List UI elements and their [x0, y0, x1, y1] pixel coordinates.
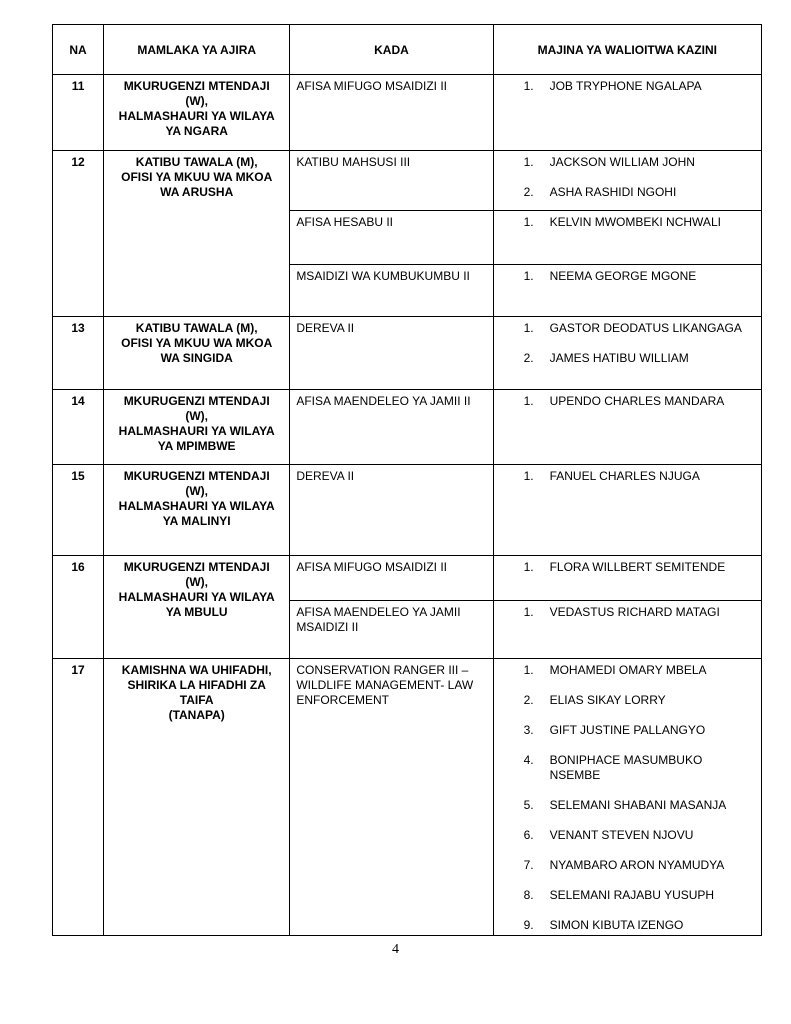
row-number: 12 [53, 150, 104, 316]
appointee-name: JOB TRYPHONE NGALAPA [549, 79, 702, 93]
list-item [494, 605, 755, 620]
appointee-name: FLORA WILLBERT SEMITENDE [549, 559, 726, 574]
list-item-number: 1. [523, 393, 534, 408]
list-item-number: 5. [523, 797, 534, 812]
table-row [53, 658, 762, 935]
appointee-name: JACKSON WILLIAM JOHN [549, 154, 695, 169]
mamlaka-cell [104, 316, 290, 389]
majina-cell [493, 75, 761, 151]
list-item [494, 858, 755, 873]
mamlaka-cell [104, 658, 290, 935]
mamlaka-line: HALMASHAURI YA WILAYA [118, 499, 275, 514]
mamlaka-cell [104, 555, 290, 658]
list-item-number: 1. [523, 662, 534, 677]
row-number: 16 [53, 555, 104, 658]
list-item [494, 798, 755, 813]
appointee-name: ELIAS SIKAY LORRY [549, 692, 666, 707]
appointments-table [52, 24, 762, 936]
kada-cell: CONSERVATION RANGER III – WILDLIFE MANAGEMENT- LAW ENFORCEMENT [290, 658, 493, 935]
list-item-number: 7. [523, 857, 534, 872]
list-item [494, 918, 755, 933]
header-majina: MAJINA YA WALIOITWA KAZINI [493, 25, 761, 75]
list-item-number: 1. [523, 79, 534, 93]
majina-cell [493, 316, 761, 389]
majina-cell [493, 658, 761, 935]
list-item-number: 1. [523, 559, 534, 574]
mamlaka-line: MKURUGENZI MTENDAJI [123, 79, 270, 93]
mamlaka-line: (W), [185, 484, 209, 499]
mamlaka-cell [104, 150, 290, 316]
mamlaka-line: KATIBU TAWALA (M), [135, 154, 258, 169]
kada-cell: DEREVA II [290, 316, 493, 389]
list-item-number: 8. [523, 887, 534, 902]
appointee-name: VEDASTUS RICHARD MATAGI [549, 605, 720, 620]
header-kada: KADA [290, 25, 493, 75]
mamlaka-line: YA MPIMBWE [157, 438, 236, 453]
list-item-number: 1. [523, 605, 534, 620]
mamlaka-line: MKURUGENZI MTENDAJI [123, 393, 270, 408]
row-number: 11 [53, 75, 104, 151]
appointee-name: ASHA RASHIDI NGOHI [549, 184, 677, 199]
list-item [494, 79, 755, 94]
kada-cell: MSAIDIZI WA KUMBUKUMBU II [290, 264, 493, 316]
list-item [494, 321, 755, 336]
list-item [494, 351, 755, 366]
list-item [494, 888, 755, 903]
mamlaka-line: HALMASHAURI YA WILAYA [118, 589, 275, 604]
header-na: NA [53, 25, 104, 75]
mamlaka-line: MKURUGENZI MTENDAJI [123, 469, 270, 484]
table-body [53, 75, 762, 936]
row-number: 15 [53, 465, 104, 556]
appointee-name: UPENDO CHARLES MANDARA [549, 393, 725, 408]
appointee-name: SELEMANI RAJABU YUSUPH [549, 887, 715, 902]
list-item [494, 723, 755, 738]
appointee-name: GIFT JUSTINE PALLANGYO [549, 722, 706, 737]
mamlaka-line: TAIFA [179, 692, 214, 707]
list-item-number: 2. [523, 692, 534, 707]
kada-cell: AFISA MAENDELEO YA JAMII II [290, 389, 493, 465]
list-item-number: 1. [523, 320, 534, 335]
mamlaka-cell [104, 75, 290, 151]
mamlaka-line: MKURUGENZI MTENDAJI [123, 559, 270, 574]
kada-cell: AFISA MIFUGO MSAIDIZI II [290, 75, 493, 151]
list-item-number: 1. [523, 268, 534, 283]
kada-cell: KATIBU MAHSUSI III [290, 150, 493, 210]
appointee-name: GASTOR DEODATUS LIKANGAGA [549, 320, 742, 335]
mamlaka-line: (W), [185, 94, 209, 108]
majina-cell [493, 555, 761, 600]
majina-cell [493, 465, 761, 556]
mamlaka-line: OFISI YA MKUU WA MKOA [121, 335, 273, 350]
list-item [494, 753, 755, 783]
mamlaka-line: SHIRIKA LA HIFADHI ZA [127, 677, 266, 692]
mamlaka-line: WA SINGIDA [160, 350, 233, 365]
list-item [494, 560, 755, 575]
kada-cell: DEREVA II [290, 465, 493, 556]
table-row [53, 555, 762, 600]
mamlaka-line: (W), [185, 574, 209, 589]
appointee-name: KELVIN MWOMBEKI NCHWALI [549, 215, 721, 230]
majina-cell [493, 150, 761, 210]
appointee-name: SIMON KIBUTA IZENGO [549, 917, 684, 932]
appointee-name: MOHAMEDI OMARY MBELA [549, 662, 707, 677]
mamlaka-line: HALMASHAURI YA WILAYA [118, 109, 275, 123]
appointee-name: NYAMBARO ARON NYAMUDYA [549, 857, 725, 872]
appointee-name: FANUEL CHARLES NJUGA [549, 469, 700, 484]
row-number: 14 [53, 389, 104, 465]
list-item [494, 215, 755, 230]
list-item [494, 663, 755, 678]
list-item [494, 185, 755, 200]
row-number: 17 [53, 658, 104, 935]
kada-cell: AFISA MIFUGO MSAIDIZI II [290, 555, 493, 600]
mamlaka-cell [104, 465, 290, 556]
list-item [494, 155, 755, 170]
row-number: 13 [53, 316, 104, 389]
appointee-name: BONIPHACE MASUMBUKO NSEMBE [549, 752, 703, 782]
table-row [53, 150, 762, 210]
mamlaka-cell [104, 389, 290, 465]
list-item-number: 2. [523, 350, 534, 365]
mamlaka-line: WA ARUSHA [160, 184, 234, 199]
list-item [494, 469, 755, 484]
mamlaka-line: YA NGARA [165, 124, 228, 138]
mamlaka-line: HALMASHAURI YA WILAYA [118, 423, 275, 438]
header-mamlaka: MAMLAKA YA AJIRA [104, 25, 290, 75]
majina-cell [493, 389, 761, 465]
appointee-name: NEEMA GEORGE MGONE [549, 268, 697, 283]
list-item-number: 4. [523, 752, 534, 767]
mamlaka-line: KATIBU TAWALA (M), [135, 320, 258, 335]
page-number: 4 [392, 942, 399, 957]
majina-cell [493, 264, 761, 316]
table-row [53, 75, 762, 151]
kada-cell: AFISA MAENDELEO YA JAMII MSAIDIZI II [290, 601, 493, 658]
table-row [53, 465, 762, 556]
list-item [494, 828, 755, 843]
list-item [494, 269, 755, 284]
list-item [494, 394, 755, 409]
table-header-row [53, 25, 762, 75]
mamlaka-line: (TANAPA) [168, 707, 225, 722]
mamlaka-line: (W), [185, 408, 209, 423]
list-item-number: 1. [523, 469, 534, 484]
list-item-number: 1. [523, 215, 534, 230]
majina-cell [493, 211, 761, 264]
appointee-name: JAMES HATIBU WILLIAM [549, 350, 689, 365]
mamlaka-line: OFISI YA MKUU WA MKOA [121, 169, 273, 184]
appointee-name: SELEMANI SHABANI MASANJA [549, 797, 727, 812]
kada-cell: AFISA HESABU II [290, 211, 493, 264]
table-row [53, 316, 762, 389]
list-item-number: 9. [523, 917, 534, 932]
list-item-number: 2. [523, 184, 534, 199]
mamlaka-line: KAMISHNA WA UHIFADHI, [121, 662, 272, 677]
table-row [53, 389, 762, 465]
majina-cell [493, 601, 761, 658]
mamlaka-line: YA MALINYI [162, 514, 231, 529]
list-item-number: 3. [523, 722, 534, 737]
appointee-name: VENANT STEVEN NJOVU [549, 827, 694, 842]
mamlaka-line: YA MBULU [165, 604, 228, 619]
list-item-number: 1. [523, 154, 534, 169]
list-item-number: 6. [523, 827, 534, 842]
list-item [494, 693, 755, 708]
